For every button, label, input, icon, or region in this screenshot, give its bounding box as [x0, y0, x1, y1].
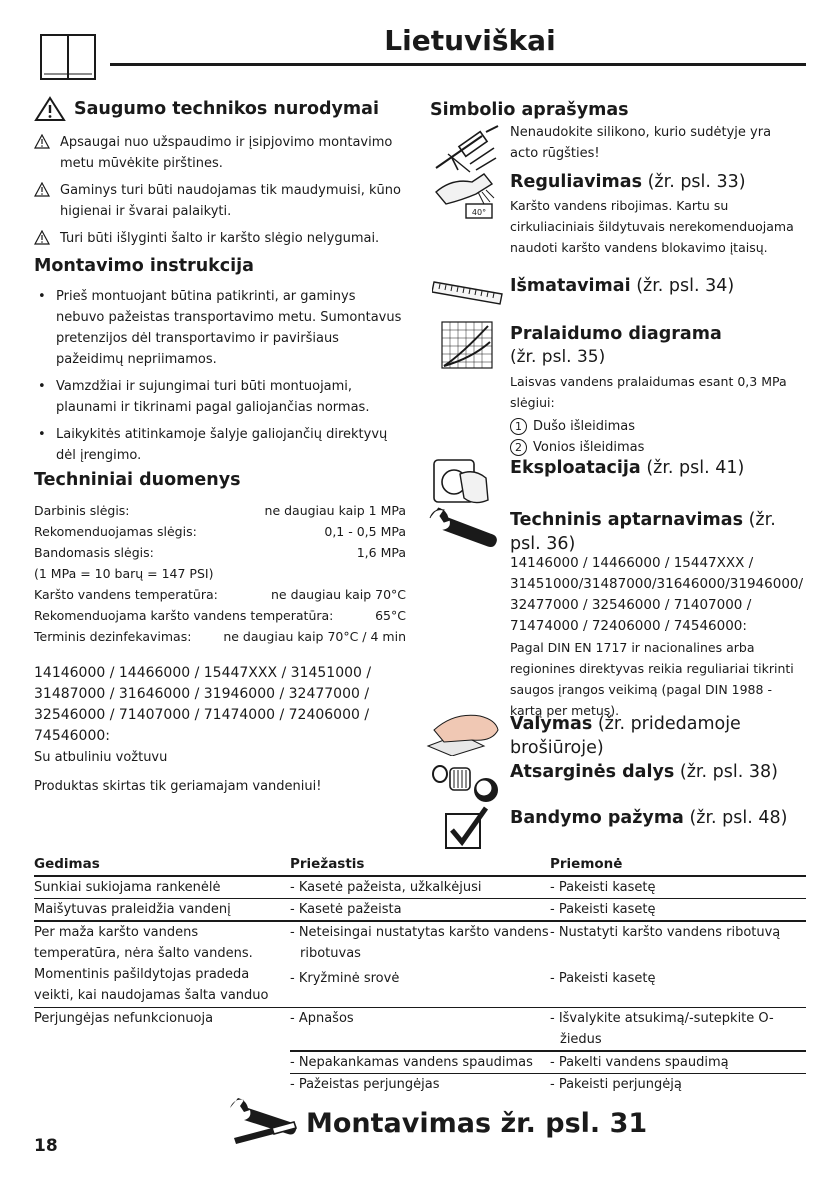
thermo-label: 40° — [471, 208, 487, 217]
remedy-cell: - Pakeisti perjungėją — [550, 1077, 682, 1092]
warning-icon — [34, 182, 50, 197]
regulation-icon — [432, 170, 500, 220]
service-ref: (žr. psl. 36) — [510, 510, 776, 554]
spare-parts-icon — [430, 760, 502, 808]
checkmark-icon — [442, 806, 490, 850]
test-ref: (žr. psl. 48) — [689, 808, 788, 828]
remedy-cell: - Pakeisti kasetę — [550, 879, 656, 895]
remedy-cell: - Pakeisti kasetę — [550, 970, 656, 986]
cleaning-heading — [510, 712, 806, 760]
spares-heading — [510, 762, 778, 782]
tech-section — [34, 470, 406, 797]
ruler-icon — [432, 276, 504, 306]
flow-item-label: Dušo išleidimas — [533, 419, 635, 434]
tech-title: Techniniai duomenys — [34, 470, 241, 490]
regulation-title: Reguliavimas — [510, 172, 643, 192]
cleaning-title: Valymas — [510, 714, 593, 734]
safety-item-text: Turi būti išlyginti šalto ir karšto slėgio nelygumai. — [60, 231, 380, 246]
service-title: Techninis aptarnavimas — [510, 510, 744, 530]
service-models: 14146000 / 14466000 / 15447XXX / 31451000/31487000/31646000/31946000/ 32477000 / 32546000 / 71407000 / 71474000 / 72406000 / 74546000: — [510, 555, 804, 634]
flow-item — [510, 416, 635, 437]
safety-title: Saugumo technikos nurodymai — [74, 99, 379, 119]
regulation-heading — [510, 172, 746, 192]
safety-item — [34, 132, 406, 174]
safety-item — [34, 180, 406, 222]
remedy-cell: - Pakelti vandens spaudimą — [550, 1054, 729, 1070]
flow-text: Laisvas vandens pralaidumas esant 0,3 MPa slėgiui: — [510, 374, 787, 410]
footer-title: Montavimas žr. psl. 31 — [306, 1108, 648, 1139]
regulation-text: Karšto vandens ribojimas. Kartu su cirkuliaciniais šildytuvais nerekomenduojama naudoti karšto vandens blokavimo įtaisų. — [510, 198, 794, 255]
table-row — [34, 899, 806, 920]
operation-ref: (žr. psl. 41) — [646, 458, 745, 478]
flow-item-label: Vonios išleidimas — [533, 440, 645, 455]
number-badge: 1 — [510, 418, 527, 435]
tools-icon — [228, 1098, 300, 1150]
cause-cell: - Pažeistas perjungėjas — [290, 1077, 440, 1092]
number-badge: 2 — [510, 439, 527, 456]
mounting-item: • Vamzdžiai ir sujungimai turi būti montuojami, plaunami ir tikrinami pagal galiojančias normas. — [34, 376, 406, 418]
service-text: Pagal DIN EN 1717 ir nacionalines arba regionines direktyvas reikia reguliariai tikrinti saugos įrangos veikimą (pagal DIN 1988 - kartą per metus). — [510, 640, 794, 718]
operation-icon — [430, 456, 490, 508]
page-number: 18 — [34, 1136, 58, 1156]
safety-item-text: Gaminys turi būti naudojamas tik maudymuisi, kūno higienai ir švarai palaikyti. — [60, 183, 401, 219]
tech-models-note: Su atbuliniu vožtuvu — [34, 750, 168, 765]
table-header — [34, 854, 806, 875]
tech-row: (1 MPa = 10 barų = 147 PSI) — [34, 566, 214, 581]
page-title: Lietuviškai — [384, 24, 556, 57]
fault-cell: Sunkiai sukiojama rankenėlė — [34, 879, 221, 895]
cause-cell: - Kryžminė srovė — [290, 970, 400, 986]
regulation-ref: (žr. psl. 33) — [647, 172, 746, 192]
cleaning-ref: (žr. pridedamoje brošiūroje) — [510, 714, 741, 758]
fault-cell: Perjungėjas nefunkcionuoja — [34, 1011, 214, 1026]
column-header: Gedimas — [34, 856, 100, 872]
header-rule — [110, 63, 806, 66]
tech-row: Bandomasis slėgis: 1,6 MPa — [34, 545, 406, 560]
warning-icon — [34, 134, 50, 149]
cause-cell: - Nepakankamas vandens spaudimas — [290, 1054, 533, 1070]
safety-item — [34, 228, 406, 249]
dimensions-title: Išmatavimai — [510, 276, 631, 296]
table-row — [34, 1008, 806, 1095]
flow-diagram-icon — [438, 318, 496, 372]
fault-cell: Maišytuvas praleidžia vandenį — [34, 902, 231, 917]
table-row — [34, 877, 806, 898]
tech-row: Terminis dezinfekavimas: ne daugiau kaip 70°C / 4 min — [34, 629, 406, 644]
mounting-item: • Laikykitės atitinkamoje šalyje galiojančių direktyvų dėl įrengimo. — [34, 424, 406, 466]
troubleshooting-table — [34, 854, 806, 1095]
spares-ref: (žr. psl. 38) — [679, 762, 778, 782]
cause-cell: - Apnašos — [290, 1011, 354, 1026]
mounting-section — [34, 256, 406, 472]
operation-heading — [510, 458, 744, 478]
flow-item — [510, 437, 644, 458]
operation-title: Eksploatacija — [510, 458, 641, 478]
flow-ref: (žr. psl. 35) — [510, 347, 606, 367]
tech-row: Karšto vandens temperatūra: ne daugiau kaip 70°C — [34, 587, 406, 602]
warning-icon — [34, 230, 50, 245]
tech-row: Darbinis slėgis: ne daugiau kaip 1 MPa — [34, 503, 406, 518]
table-row — [34, 922, 806, 1006]
tech-row: Rekomenduojama karšto vandens temperatūra: 65°C — [34, 608, 406, 623]
cause-cell: - Kasetė pažeista — [290, 902, 402, 917]
silicone-gun-icon — [430, 124, 502, 174]
service-heading — [510, 508, 806, 556]
dimensions-heading — [510, 276, 734, 296]
silicone-text: Nenaudokite silikono, kurio sudėtyje yra acto rūgšties! — [510, 125, 772, 161]
test-title: Bandymo pažyma — [510, 808, 684, 828]
safety-section — [34, 96, 406, 249]
tech-models: 14146000 / 14466000 / 15447XXX / 31451000 / 31487000 / 31646000 / 31946000 / 32477000 / 32546000 / 71407000 / 71474000 / 72406000 / 74546000: — [34, 665, 372, 744]
cleaning-icon — [424, 706, 502, 756]
mounting-item: • Prieš montuojant būtina patikrinti, ar gaminys nebuvo pažeistas transportavimo metu. Sumontavus pretenzijos dėl transportavimo ir paviršiaus pažeidimų nepriimamos. — [34, 286, 406, 370]
book-icon — [40, 34, 96, 80]
remedy-cell: - Nustatyti karšto vandens ribotuvą — [550, 924, 781, 940]
mounting-title: Montavimo instrukcija — [34, 256, 254, 276]
dimensions-ref: (žr. psl. 34) — [636, 276, 735, 296]
flow-heading — [510, 324, 722, 344]
tech-row: Rekomenduojamas slėgis: 0,1 - 0,5 MPa — [34, 524, 406, 539]
safety-item-text: Apsaugai nuo užspaudimo ir įsipjovimo montavimo metu mūvėkite pirštines. — [60, 135, 393, 171]
remedy-cell: - Išvalykite atsukimą/-sutepkite O-žiedus — [550, 1011, 774, 1047]
column-header: Priemonė — [550, 856, 623, 872]
fault-cell: Per maža karšto vandens temperatūra, nėra šalto vandens. Momentinis pašildytojas pradeda veikti, kai naudojamas šalta vanduo — [34, 924, 269, 1003]
column-header: Priežastis — [290, 856, 365, 872]
spares-title: Atsarginės dalys — [510, 762, 675, 782]
flow-title: Pralaidumo diagrama — [510, 324, 722, 344]
test-heading — [510, 808, 788, 828]
remedy-cell: - Pakeisti kasetę — [550, 902, 656, 917]
warning-icon — [34, 96, 66, 122]
cause-cell: - Kasetė pažeista, užkalkėjusi — [290, 879, 482, 895]
cause-cell: - Neteisingai nustatytas karšto vandens ribotuvas — [290, 924, 549, 961]
wrench-icon — [428, 506, 500, 550]
symbols-title: Simbolio aprašymas — [430, 100, 629, 120]
drinking-note: Produktas skirtas tik geriamajam vandeniui! — [34, 779, 322, 794]
